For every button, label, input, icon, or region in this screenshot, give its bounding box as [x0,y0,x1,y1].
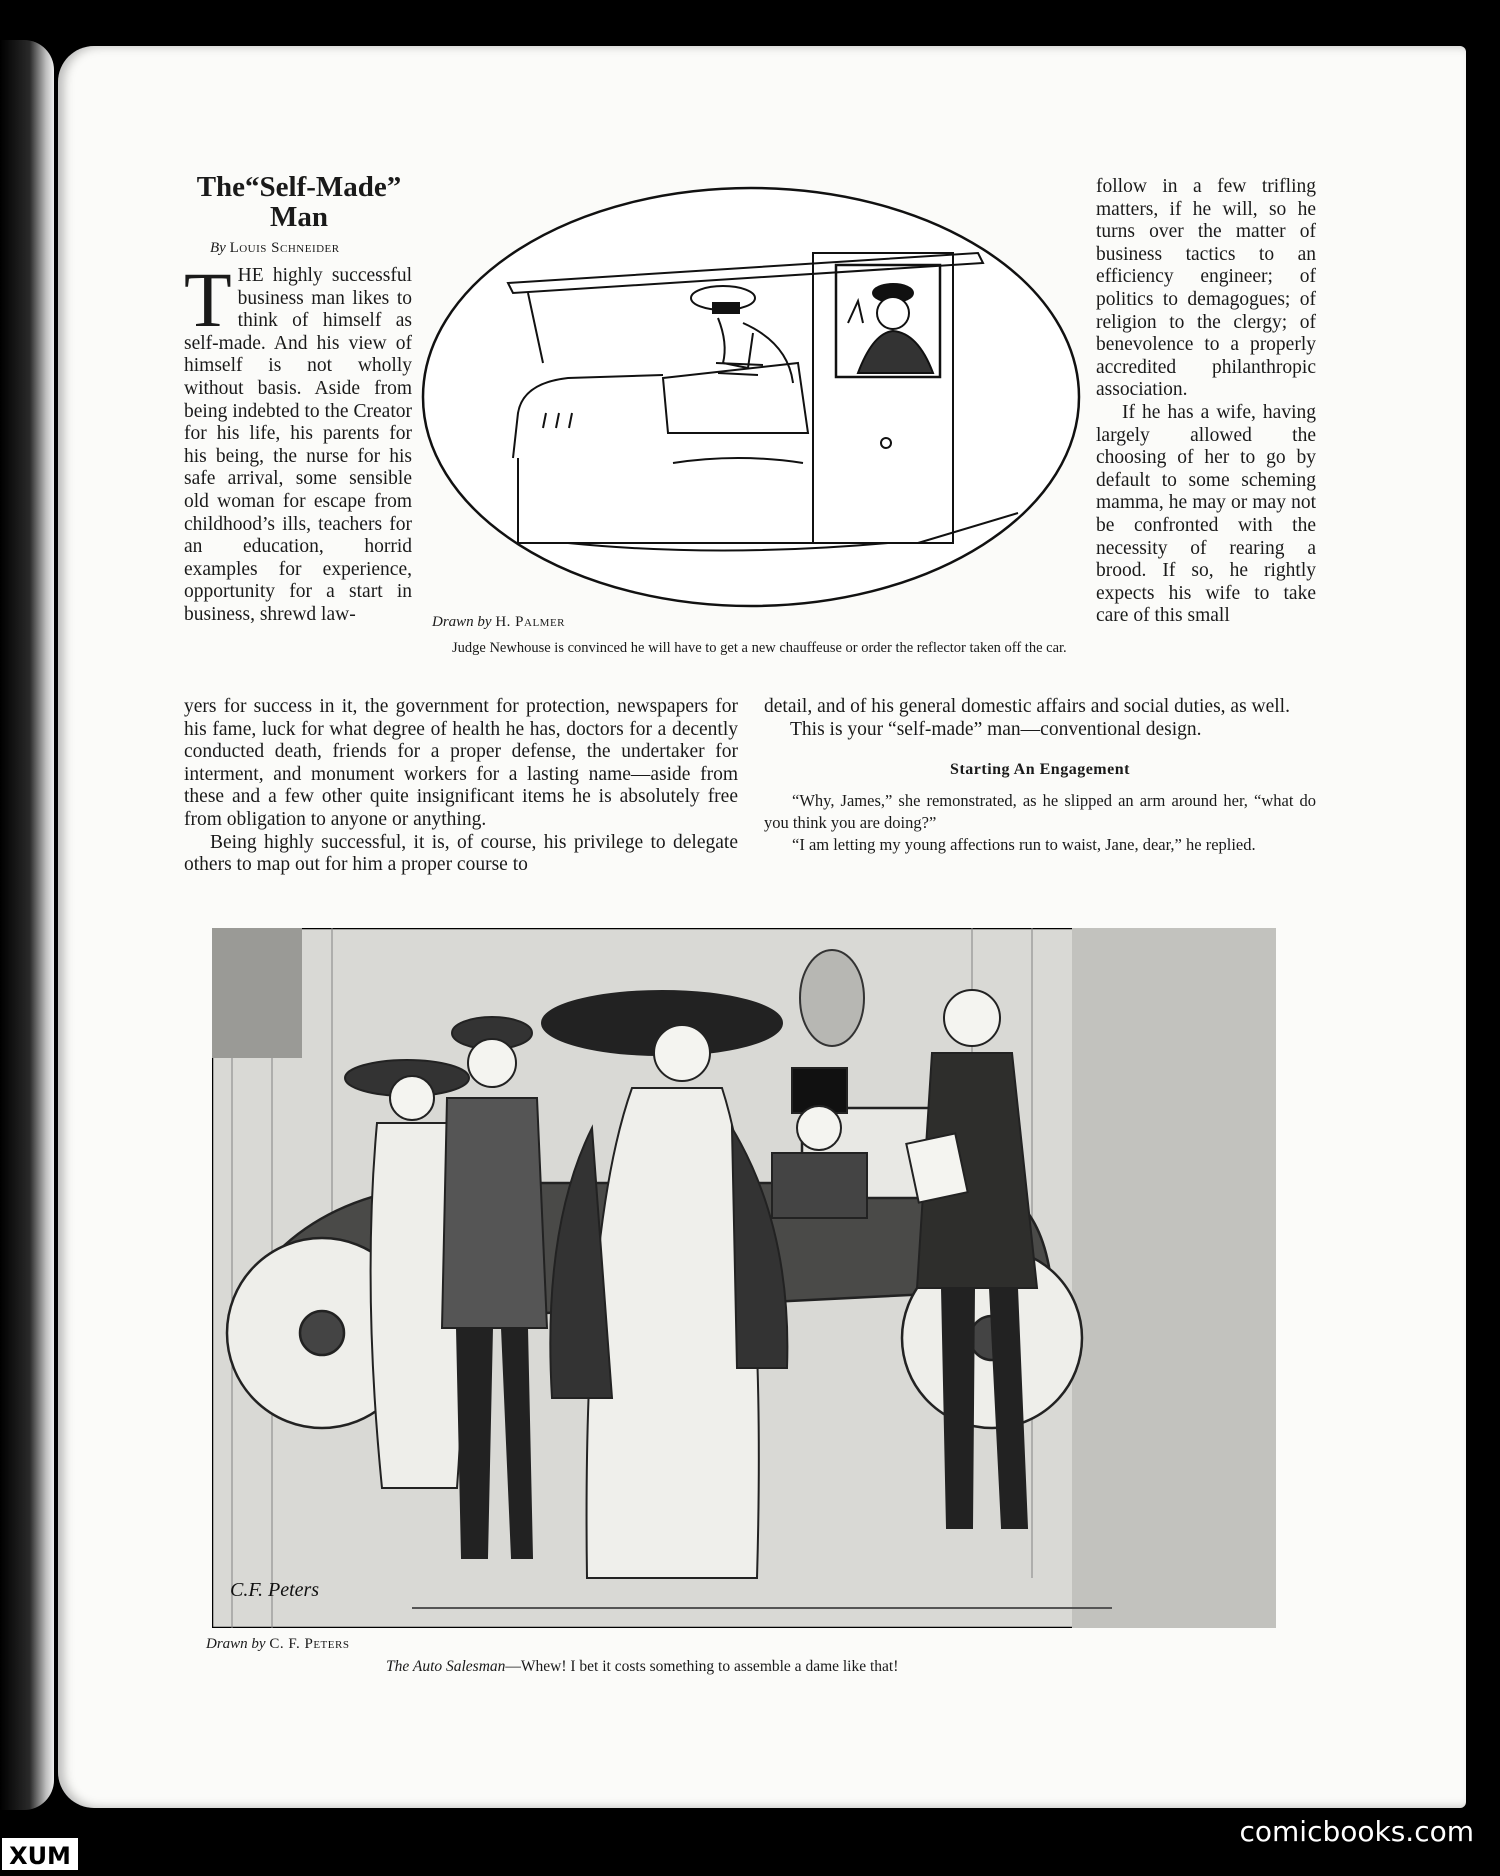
site-watermark: comicbooks.com [1239,1815,1474,1848]
cartoon1-credit [432,614,565,631]
joke-body [764,790,1316,856]
wide-left-paragraph-2: Being highly successful, it is, of course, his privilege to delegate others to map out for him a proper course to [184,831,738,876]
article-right-column [1096,176,1316,628]
cartoon2-caption-speaker: The Auto Salesman [386,1658,506,1675]
cartoon-automobile-illustration [418,183,1084,611]
cartoon2-credit [206,1636,349,1653]
right-column-paragraph-1: follow in a few trifling matters, if he will, so he turns over the matter of business tactics to an efficiency engineer; of politics to demagogues; of religion to the clergy; of benevolence to a properly accredited philanthropic association. [1096,176,1316,401]
cartoon1-caption: Judge Newhouse is convinced he will have to get a new chauffeuse or order the reflector taken off the car. [452,640,1067,656]
byline-prefix: By [210,240,226,256]
cartoon2-caption [386,1658,898,1676]
wide-left-paragraph-1: yers for success in it, the government for protection, newspapers for his fame, luck for what degree of health he has, doctors for a decently conducted death, friends for a proper defense, the undertaker for interment, and monument workers for a lasting name—aside from these and a few other quite insignificant items he is absolutely free from obligation to anyone or anything. [184,696,738,830]
auto-salesman-illustration [212,928,1276,1628]
corner-tag: XUM [0,1836,80,1872]
cartoon1-credit-prefix: Drawn by [432,614,492,630]
article-title: The“Self-Made” Man [196,171,402,233]
cartoon2-artist: C. F. Peters [269,1636,350,1652]
article-wide-right-column [764,696,1316,856]
article-left-column [184,256,412,627]
right-column-paragraph-2: If he has a wife, having largely allowed the choosing of her to go by default to some scheming mamma, he may or may not be confronted with the necessity of rearing a brood. If so, he rightly expects his wife to take care of this small [1096,401,1316,627]
artist-signature: C.F. Peters [230,1579,320,1601]
book-spine [0,40,54,1810]
joke-heading: Starting An Engagement [950,761,1130,779]
wide-right-paragraph-1: detail, and of his general domestic affairs and social duties, as well. [764,696,1290,717]
left-column-text: HE highly successful business man likes to think of himself as self-made. And his view of himself is not wholly without basis. Aside from being indebted to the Creator for his life, his parents for his being, the nurse for his safe arrival, some sensible old woman for escape from childhood’s ills, teachers for an education, horrid examples for experience, opportunity for a start in business, shrewd law- [184,265,412,625]
cartoon1-artist: H. Palmer [495,614,566,630]
cartoon2-credit-prefix: Drawn by [206,1636,266,1652]
joke-line-1: “Why, James,” she remonstrated, as he slipped an arm around her, “what do you think you are doing?” [764,790,1316,832]
article-wide-left-column [184,696,738,877]
wide-right-paragraph-2: This is your “self-made” man—conventional design. [790,718,1202,740]
cartoon2-caption-text: —Whew! I bet it costs something to assemble a dame like that! [505,1658,899,1675]
drop-cap: T [184,256,232,343]
article-byline [210,240,340,257]
joke-line-2: “I am letting my young affections run to waist, Jane, dear,” he replied. [792,834,1256,854]
byline-author: Louis Schneider [229,240,340,256]
